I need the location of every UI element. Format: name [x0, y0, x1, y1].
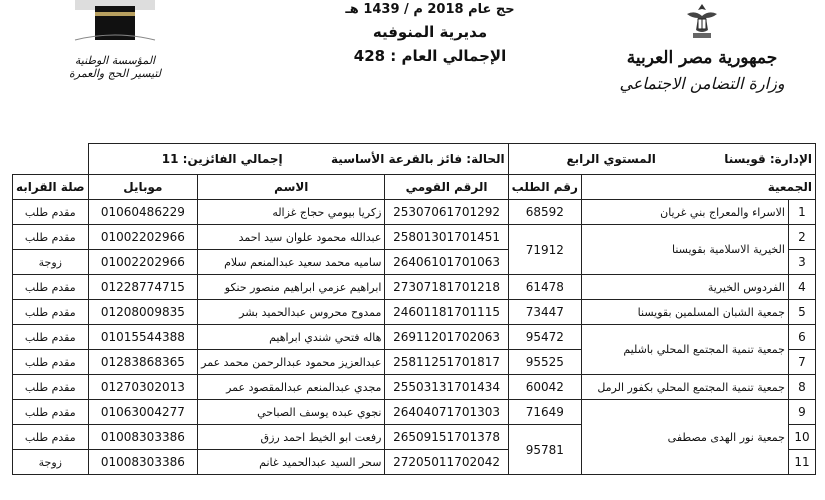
status-label: الحالة: فائز بالقرعة الأساسية — [331, 152, 505, 166]
assoc-name: الخيرية الاسلامية بقويسنا — [581, 225, 788, 275]
table-row — [13, 325, 816, 350]
national-id: 24601181701115 — [385, 300, 508, 325]
title-block — [330, 0, 530, 65]
person-name: رفعت ابو الخيط احمد رزق — [198, 425, 385, 450]
row-number: 7 — [788, 350, 815, 375]
national-id: 26911201702063 — [385, 325, 508, 350]
mobile-number: 01283868365 — [88, 350, 198, 375]
relation: مقدم طلب — [13, 400, 89, 425]
row-number: 1 — [788, 200, 815, 225]
mobile-number: 01063004277 — [88, 400, 198, 425]
person-name: نجوي عبده يوسف الصباحي — [198, 400, 385, 425]
assoc-name: جمعية نور الهدى مصطفى — [581, 400, 788, 475]
relation: زوجة — [13, 450, 89, 475]
row-number: 11 — [788, 450, 815, 475]
person-name: ساميه محمد سعيد عبدالمنعم سلام — [198, 250, 385, 275]
mobile-number: 01228774715 — [88, 275, 198, 300]
request-number: 68592 — [508, 200, 581, 225]
request-number: 95525 — [508, 350, 581, 375]
table-row — [13, 225, 816, 250]
kaaba-logo-icon — [70, 0, 160, 42]
table-row — [13, 400, 816, 425]
person-name: ممدوح محروس عبدالحميد بشر — [198, 300, 385, 325]
relation: مقدم طلب — [13, 275, 89, 300]
row-number: 3 — [788, 250, 815, 275]
col-reqno: رقم الطلب — [508, 175, 581, 200]
request-number: 95472 — [508, 325, 581, 350]
person-name: مجدي عبدالمنعم عبدالمقصود عمر — [198, 375, 385, 400]
col-name: الاسم — [198, 175, 385, 200]
level-label: المستوي الرابع — [566, 152, 656, 166]
national-id: 25811251701817 — [385, 350, 508, 375]
request-number: 71649 — [508, 400, 581, 425]
row-number: 8 — [788, 375, 815, 400]
person-name: عبدالله محمود علوان سيد احمد — [198, 225, 385, 250]
row-number: 4 — [788, 275, 815, 300]
document-header — [0, 0, 825, 140]
ministry-block — [607, 0, 797, 93]
mobile-number: 01002202966 — [88, 250, 198, 275]
assoc-name: الفردوس الخيرية — [581, 275, 788, 300]
admin-cell — [508, 144, 815, 175]
mobile-number: 01008303386 — [88, 425, 198, 450]
relation: زوجة — [13, 250, 89, 275]
person-name: سحر السيد عبدالحميد غانم — [198, 450, 385, 475]
row-number: 5 — [788, 300, 815, 325]
person-name: ابراهيم عزمي ابراهيم منصور حنكو — [198, 275, 385, 300]
table-row — [13, 375, 816, 400]
mobile-number: 01002202966 — [88, 225, 198, 250]
national-id: 27307181701218 — [385, 275, 508, 300]
assoc-name: جمعية الشبان المسلمين بقويسنا — [581, 300, 788, 325]
relation: مقدم طلب — [13, 325, 89, 350]
col-mobile: موبايل — [88, 175, 198, 200]
relation: مقدم طلب — [13, 425, 89, 450]
request-number: 71912 — [508, 225, 581, 275]
national-id: 26404071701303 — [385, 400, 508, 425]
info-row — [13, 144, 816, 175]
assoc-name: جمعية تنمية المجتمع المحلي باشليم — [581, 325, 788, 375]
eagle-emblem-icon — [681, 0, 723, 42]
admin-label: الإدارة: قويسنا — [724, 152, 812, 166]
mobile-number: 01060486229 — [88, 200, 198, 225]
org-name: المؤسسة الوطنية لتيسير الحج والعمرة — [68, 54, 161, 80]
org-block — [60, 0, 170, 80]
relation: مقدم طلب — [13, 200, 89, 225]
national-id: 27205011702042 — [385, 450, 508, 475]
hajj-year: حج عام 2018 م / 1439 هـ — [345, 2, 515, 17]
national-id: 26406101701063 — [385, 250, 508, 275]
winners-table — [12, 143, 816, 475]
table-row — [13, 300, 816, 325]
request-number: 95781 — [508, 425, 581, 475]
col-assoc: الجمعية — [581, 175, 815, 200]
person-name: زكريا بيومي حجاج غزاله — [198, 200, 385, 225]
national-id: 25801301701451 — [385, 225, 508, 250]
table-row — [13, 200, 816, 225]
table-row — [13, 275, 816, 300]
national-id: 25307061701292 — [385, 200, 508, 225]
header-row — [13, 175, 816, 200]
relation: مقدم طلب — [13, 375, 89, 400]
national-id: 26509151701378 — [385, 425, 508, 450]
mobile-number: 01208009835 — [88, 300, 198, 325]
assoc-name: جمعية تنمية المجتمع المحلي بكفور الرمل — [581, 375, 788, 400]
person-name: عبدالعزيز محمود عبدالرحمن محمد عمر — [198, 350, 385, 375]
ministry-title: وزارة التضامن الاجتماعي — [619, 74, 785, 93]
row-number: 10 — [788, 425, 815, 450]
grand-total: الإجمالي العام : 428 — [353, 47, 507, 65]
row-number: 9 — [788, 400, 815, 425]
request-number: 60042 — [508, 375, 581, 400]
mobile-number: 01270302013 — [88, 375, 198, 400]
assoc-name: الاسراء والمعراج بني غريان — [581, 200, 788, 225]
row-number: 2 — [788, 225, 815, 250]
col-relation: صلة القرابه — [13, 175, 89, 200]
person-name: هاله فتحي شندي ابراهيم — [198, 325, 385, 350]
status-cell — [88, 144, 508, 175]
gov-title: جمهورية مصر العربية — [626, 48, 778, 68]
request-number: 61478 — [508, 275, 581, 300]
mobile-number: 01008303386 — [88, 450, 198, 475]
relation: مقدم طلب — [13, 225, 89, 250]
relation: مقدم طلب — [13, 350, 89, 375]
directorate: مديرية المنوفيه — [372, 23, 488, 41]
national-id: 25503131701434 — [385, 375, 508, 400]
request-number: 73447 — [508, 300, 581, 325]
col-nid: الرقم القومي — [385, 175, 508, 200]
relation: مقدم طلب — [13, 300, 89, 325]
row-number: 6 — [788, 325, 815, 350]
mobile-number: 01015544388 — [88, 325, 198, 350]
winners-total: إجمالي الفائزين: 11 — [161, 152, 283, 166]
